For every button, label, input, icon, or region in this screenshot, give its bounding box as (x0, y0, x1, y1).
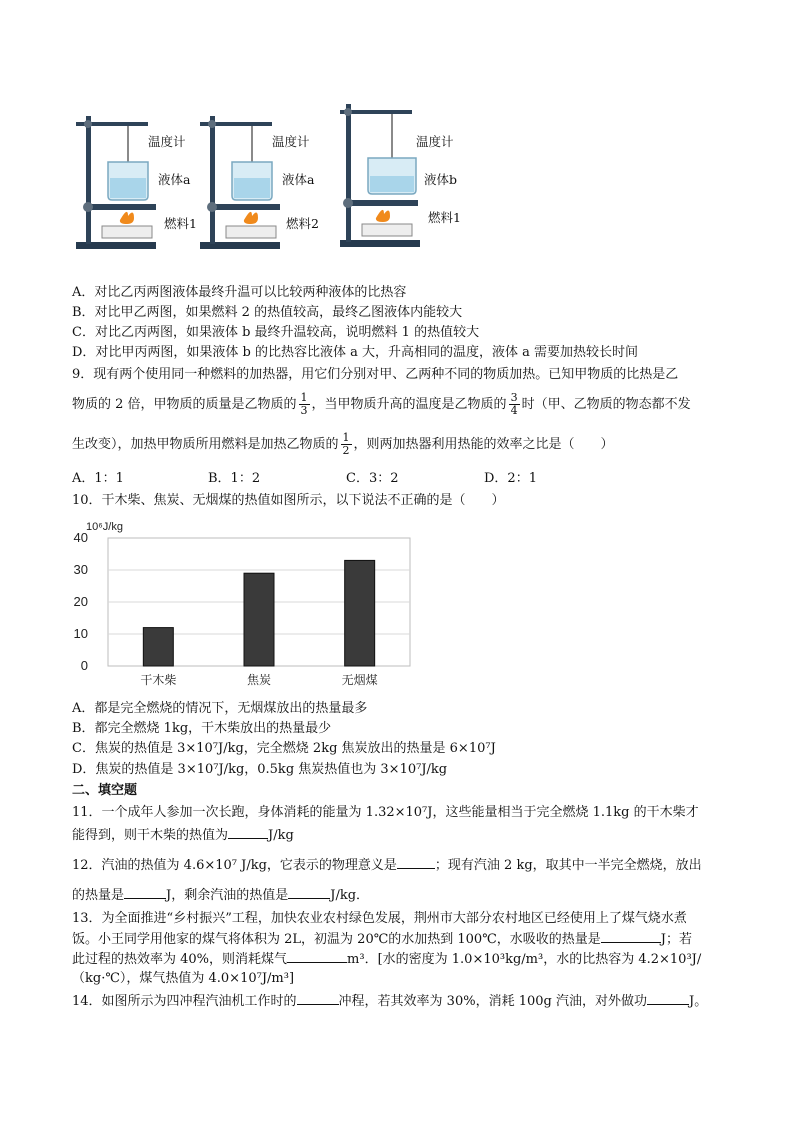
q11-line2 (72, 826, 294, 844)
thermometer-label-1: 温度计 (148, 134, 186, 149)
q9-stem-line1: 9．现有两个使用同一种燃料的加热器，用它们分别对甲、乙两种不同的物质加热。已知甲物质的比热是乙 (72, 367, 679, 382)
fraction-one-half: $\frac{1}{2}$ (342, 431, 350, 457)
thermometer-label-3: 温度计 (416, 134, 454, 149)
q12-text-1a: 12．汽油的热值为 4.6×10⁷ J/kg，它表示的物理意义是 (72, 858, 397, 873)
liquid-label-2: 液体a (282, 172, 315, 187)
fuel-label-2: 燃料2 (286, 216, 319, 231)
q10-stem: 10．干木柴、焦炭、无烟煤的热值如图所示，以下说法不正确的是（ ） (72, 493, 505, 508)
q12-text-2b: J，剩余汽油的热值是 (166, 888, 289, 903)
q12-line2 (72, 886, 369, 904)
q11-text: 能得到，则干木柴的热值为 (72, 828, 229, 843)
q13-line1: 13．为全面推进“乡村振兴”工程，加快农业农村绿色发展，荆州市大部分农村地区已经使用上了煤气烧水煮 (72, 911, 687, 926)
q12-line1 (72, 856, 702, 874)
bar-1 (143, 628, 173, 666)
fuel-label-1: 燃料1 (164, 216, 197, 231)
q10-option-d: D．焦炭的热值是 3×10⁷J/kg，0.5kg 焦炭热值也为 3×10⁷J/kg (72, 762, 448, 777)
y-tick-label: 30 (73, 562, 88, 577)
bar-2 (244, 573, 274, 666)
q8-option-a: A．对比乙丙两图液体最终升温可以比较两种液体的比热容 (72, 285, 407, 300)
q12-text-2a: 的热量是 (72, 888, 125, 903)
apparatus-drawing-3 (336, 102, 486, 252)
q9-option-a: A．1：1 (72, 471, 124, 486)
q12-blank-remaining[interactable] (288, 886, 330, 899)
liquid-label-3: 液体b (424, 172, 458, 187)
apparatus-figure-2 (196, 104, 336, 254)
q9-text-2b: ，当甲物质升高的温度是乙物质的 (311, 397, 507, 412)
fuel-label-3: 燃料1 (428, 210, 461, 225)
x-category-label: 干木柴 (140, 673, 177, 687)
x-category-label: 无烟煤 (341, 673, 378, 687)
q9-option-b: B．1：2 (208, 471, 261, 486)
q13-text-3b: m³．[水的密度为 1.0×10³kg/m³，水的比热容为 4.2×10³J/ (347, 952, 702, 967)
q12-blank-meaning[interactable] (397, 856, 435, 869)
q13-blank-heat[interactable] (601, 930, 661, 943)
q13-blank-gas[interactable] (287, 950, 347, 963)
q10-option-c: C．焦炭的热值是 3×10⁷J/kg，完全燃烧 2kg 焦炭放出的热量是 6×10⁷J (72, 741, 496, 756)
q11-unit: J/kg (268, 828, 294, 843)
q8-option-d: D．对比甲丙两图，如果液体 b 的比热容比液体 a 大，升高相同的温度，液体 a 需要加热较长时间 (72, 345, 639, 360)
y-tick-label: 20 (73, 594, 88, 609)
x-category-label: 焦炭 (246, 673, 272, 687)
y-tick-label: 0 (80, 658, 88, 673)
q13-text-3a: 此过程的热效率为 40%，则消耗煤气 (72, 952, 288, 967)
bar-3 (345, 560, 375, 666)
y-tick-label: 40 (73, 530, 88, 545)
q10-option-b: B．都完全燃烧 1kg，干木柴放出的热量最少 (72, 721, 332, 736)
fraction-three-quarters: $\frac{3}{4}$ (510, 391, 518, 417)
q13-text-2b: J；若 (660, 932, 692, 947)
liquid-label-1: 液体a (158, 172, 191, 187)
q9-text-3b: ，则两加热器利用热能的效率之比是（ ） (353, 437, 614, 452)
q14-blank-work[interactable] (647, 992, 689, 1005)
q9-option-d: D．2：1 (484, 471, 537, 486)
q9-text-2c: 时（甲、乙物质的物态都不发 (521, 397, 691, 412)
apparatus-figure-3 (336, 102, 486, 252)
heat-value-chart-svg (72, 518, 422, 694)
thermometer-label-2: 温度计 (272, 134, 310, 149)
q9-options (72, 470, 537, 487)
q14-line (72, 992, 707, 1010)
q9-text-2a: 物质的 2 倍，甲物质的质量是乙物质的 (72, 397, 297, 412)
q13-text-2a: 饭。小王同学用他家的煤气将体积为 2L，初温为 20℃的水加热到 100℃，水吸收的热量是 (72, 932, 601, 947)
q10-option-a: A．都是完全燃烧的情况下，无烟煤放出的热量最多 (72, 701, 368, 716)
fraction-one-third: $\frac{1}{3}$ (300, 391, 308, 417)
q9-option-c: C．3：2 (346, 471, 399, 486)
q14-blank-stroke[interactable] (297, 992, 339, 1005)
q13-line4: （kg·℃），煤气热值为 4.0×10⁷J/m³] (72, 971, 295, 986)
q12-text-1b: ；现有汽油 2 kg，取其中一半完全燃烧，放出 (434, 858, 702, 873)
q11-answer-blank[interactable] (228, 826, 268, 839)
q9-stem-line3 (72, 432, 614, 457)
q13-line2 (72, 930, 692, 948)
q12-blank-heat[interactable] (124, 886, 166, 899)
q9-stem-line2 (72, 392, 691, 417)
y-tick-label: 10 (73, 626, 88, 641)
q14-text-a: 14．如图所示为四冲程汽油机工作时的 (72, 994, 297, 1009)
q14-text-c: J。 (688, 994, 708, 1009)
q11-line1: 11．一个成年人参加一次长跑，身体消耗的能量为 1.32×10⁷J，这些能量相当于完全燃烧 1.1kg 的干木柴才 (72, 805, 699, 820)
q8-option-c: C．对比乙丙两图，如果液体 b 最终升温较高，说明燃料 1 的热值较大 (72, 325, 480, 340)
apparatus-figure-1 (72, 104, 212, 254)
q12-text-2c: J/kg． (330, 888, 370, 903)
q14-text-b: 冲程，若其效率为 30%，消耗 100g 汽油，对外做功 (338, 994, 647, 1009)
q8-option-b: B．对比甲乙两图，如果燃料 2 的热值较高，最终乙图液体内能较大 (72, 305, 463, 320)
q9-text-3a: 生改变），加热甲物质所用燃料是加热乙物质的 (72, 437, 339, 452)
y-axis-label: 10⁶J/kg (86, 521, 123, 533)
heat-value-chart (72, 518, 422, 694)
section-heading-fill-blank: 二、填空题 (72, 783, 138, 798)
q13-line3 (72, 950, 701, 968)
